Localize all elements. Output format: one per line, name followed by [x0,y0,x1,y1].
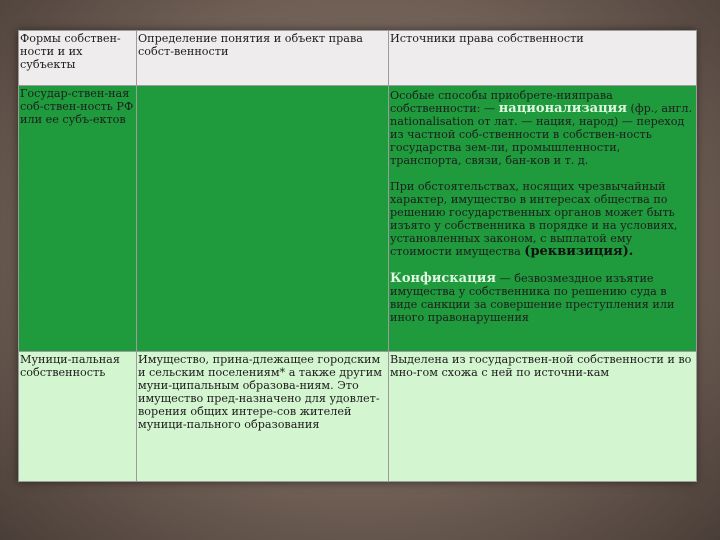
state-form-cell [19,86,137,352]
municipal-form-text: Муници-пальная собственность [20,353,120,379]
table-header-row [19,31,697,86]
table-row-municipal [19,352,697,482]
municipal-definition-cell [137,352,389,482]
requisition-paragraph [390,180,695,258]
nationalization-paragraph [390,89,695,167]
property-forms-table [18,30,697,482]
header-cell-definition [137,31,389,86]
confiscation-term: Конфискация [390,271,496,286]
nationalization-lead: Особые способы приобрете-нияправа собственности: — [390,89,613,115]
header-definition-text: Определение понятия и объект права собст-венности [138,32,363,58]
confiscation-text: — безвозмездное изъятие имущества у собственника по решению суда в виде санкции за совершение преступления или иного правонарушения [390,272,675,324]
confiscation-paragraph [390,272,695,324]
municipal-definition-text: Имущество, прина-длежащее городским и сельским поселениям* а также другим муни-ципальным образова-ниям. Это имущество пред-назначено для удовлет-ворения общих интере-сов жителей муници-пального образования [138,353,382,431]
nationalization-text: (фр., англ. nationalisation от лат. — нация, народ) — переход из частной соб-ственности в собствен-ность государства зем-ли, промышленности, транспорта, связи, бан-ков и т. д. [390,102,693,167]
nationalization-term: национализация [498,101,627,116]
header-cell-forms [19,31,137,86]
requisition-term: (реквизиция). [524,244,634,259]
requisition-text: При обстоятельствах, носящих чрезвычайный характер, имущество в интересах общества по решению государственных органов может быть изъято у собственника в порядке и на условиях, установленных законом, с выплатой ему стоимости имущества [390,180,678,258]
state-sources-cell [389,86,697,352]
table-row-state [19,86,697,352]
municipal-form-cell [19,352,137,482]
municipal-sources-cell [389,352,697,482]
state-definition-cell [137,86,389,352]
slide-frame [18,30,696,482]
municipal-sources-text: Выделена из государствен-ной собственности и во мно-гом схожа с ней по источни-кам [390,353,692,379]
header-sources-text: Источники права собственности [390,32,584,45]
state-form-text: Государ-ствен-ная соб-ствен-ность РФ или ее субъ-ектов [20,87,134,126]
header-cell-sources [389,31,697,86]
header-forms-text: Формы собствен-ности и их субъекты [20,32,121,71]
